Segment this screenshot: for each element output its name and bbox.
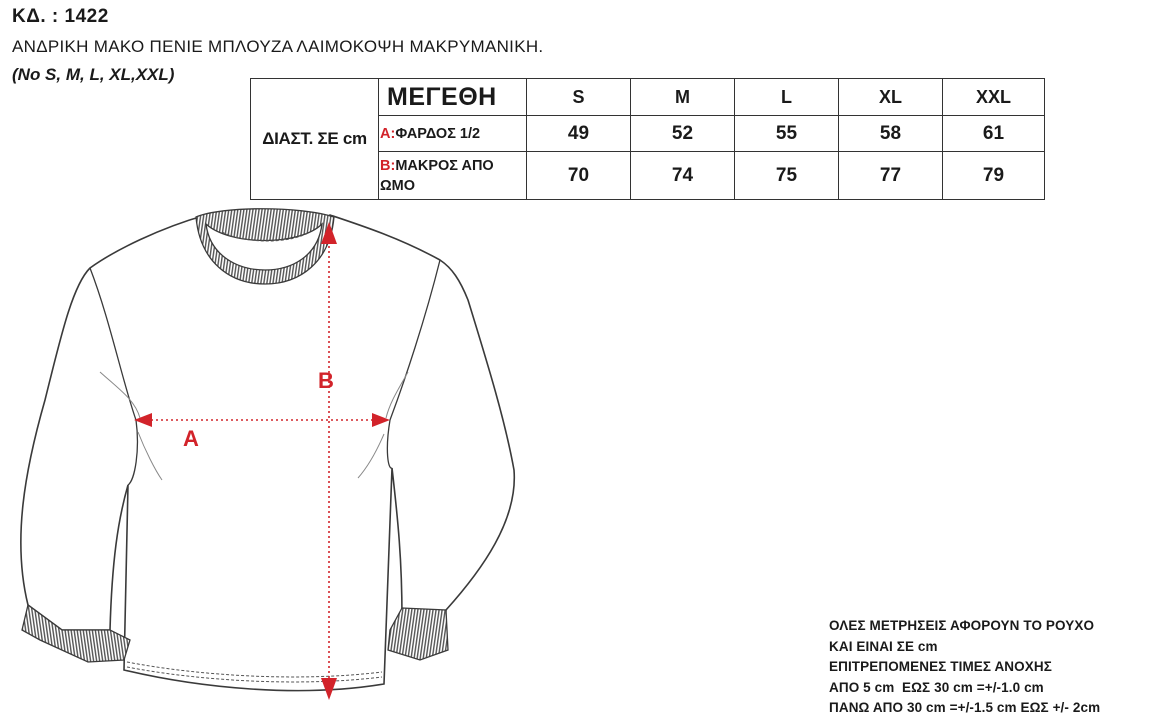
product-title: ΑΝΔΡΙΚΗ ΜΑΚΟ ΠΕΝΙΕ ΜΠΛΟΥΖΑ ΛΑΙΜΟΚΟΨΗ ΜΑΚΡΥΜΑΝΙΚΗ. bbox=[12, 37, 544, 56]
length-label-line2: ΩΜΟ bbox=[380, 177, 415, 194]
note-line-5: ΠΑΝΩ ΑΠΟ 30 cm =+/-1.5 cm ΕΩΣ +/- 2cm bbox=[829, 700, 1101, 715]
available-sizes-note: (No S, M, L, XL,XXL) bbox=[12, 65, 175, 84]
length-label-line1: ΜΑΚΡΟΣ ΑΠΟ bbox=[395, 157, 494, 174]
note-line-1: ΟΛΕΣ ΜΕΤΡΗΣΕΙΣ ΑΦΟΡΟΥΝ ΤΟ ΡΟΥΧΟ bbox=[829, 618, 1095, 633]
length-value-xxl: 79 bbox=[943, 152, 1045, 200]
width-value-xxl: 61 bbox=[943, 116, 1045, 152]
measure-a-label: A bbox=[183, 426, 199, 451]
width-value-m: 52 bbox=[631, 116, 735, 152]
size-header-label: ΜΕΓΕΘΗ bbox=[379, 79, 527, 116]
note-line-2: ΚΑΙ ΕΙΝΑΙ ΣΕ cm bbox=[829, 638, 938, 654]
dimension-unit-label: ΔΙΑΣΤ. ΣΕ cm bbox=[251, 79, 379, 200]
width-value-s: 49 bbox=[527, 116, 631, 152]
product-code: ΚΔ. : 1422 bbox=[12, 6, 109, 27]
measure-letter-a: A: bbox=[380, 125, 396, 142]
length-value-s: 70 bbox=[527, 152, 631, 200]
measure-letter-b: B: bbox=[380, 157, 396, 174]
length-value-l: 75 bbox=[735, 152, 839, 200]
size-xl-header: XL bbox=[839, 79, 943, 116]
length-value-xl: 77 bbox=[839, 152, 943, 200]
size-xxl-header: XXL bbox=[943, 79, 1045, 116]
length-value-m: 74 bbox=[631, 152, 735, 200]
width-value-xl: 58 bbox=[839, 116, 943, 152]
size-m-header: M bbox=[631, 79, 735, 116]
size-l-header: L bbox=[735, 79, 839, 116]
size-s-header: S bbox=[527, 79, 631, 116]
right-cuff bbox=[388, 608, 448, 660]
width-label-text: ΦΑΡΔΟΣ 1/2 bbox=[395, 125, 481, 142]
tolerance-notes bbox=[829, 616, 1100, 719]
note-line-3: ΕΠΙΤΡΕΠΟΜΕΝΕΣ ΤΙΜΕΣ ΑΝΟΧΗΣ bbox=[829, 659, 1052, 674]
measure-b-label: B bbox=[318, 368, 334, 393]
width-value-l: 55 bbox=[735, 116, 839, 152]
note-line-4: ΑΠΟ 5 cm ΕΩΣ 30 cm =+/-1.0 cm bbox=[829, 679, 1044, 695]
